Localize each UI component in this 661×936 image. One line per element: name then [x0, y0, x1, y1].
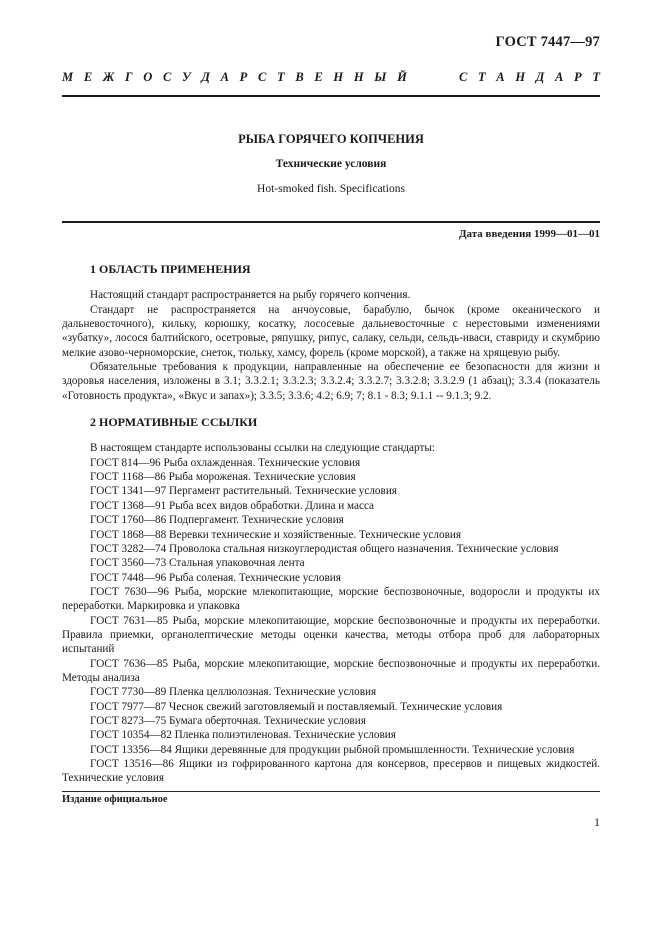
banner-letter: Д [201, 70, 210, 84]
banner-letter: Р [239, 70, 248, 84]
section-1-paragraph: Обязательные требования к продукции, направленные на обеспечение ее безопасности для жизни и здоровья населения, изложены в 3.1; 3.3.2.1; 3.3.2.3; 3.3.2.4; 3.3.2.7; 3.3.2.8; 3.3.2.9 (1 абзац); 3.3.4 (показатель «Готовность продукта», «Вкус и запах»); 3.3.5; 3.3.6; 4.2; 6.9; 7; 8.1 - 8.3; 9.1.1 -- 9.1.3; 9.2. [62, 361, 600, 402]
section-2-heading: 2 НОРМАТИВНЫЕ ССЫЛКИ [90, 415, 258, 430]
banner-letter: С [458, 70, 468, 84]
reference-item: ГОСТ 13356—84 Ящики деревянные для продукции рыбной промышленности. Технические условия [90, 743, 575, 756]
reference-item: ГОСТ 1168—86 Рыба мороженая. Технические условия [90, 471, 356, 484]
banner-letter: Ж [102, 70, 115, 84]
footer-rule [62, 791, 600, 792]
reference-item: ГОСТ 13516—86 Ящики из гофрированного картона для консервов, пресервов и пищевых жидкостей. Технические условия [62, 758, 600, 785]
section-1-heading: 1 ОБЛАСТЬ ПРИМЕНЕНИЯ [90, 262, 251, 276]
reference-item: ГОСТ 7631—85 Рыба, морские млекопитающие, морские беспозвоночные и продукты их переработки. Правила приемки, органолептические методы оценки качества, методы отбора проб для лабораторных испытаний [62, 614, 600, 656]
banner-letter: Е [83, 70, 93, 84]
banner-letter [431, 70, 434, 85]
banner-letter: Т [477, 70, 486, 84]
reference-item: ГОСТ 3560—73 Стальная упаковочная лента [90, 557, 305, 570]
banner-letter: Й [397, 70, 407, 84]
banner-letter: Д [535, 70, 545, 84]
banner-letter: С [162, 70, 172, 84]
reference-item: ГОСТ 7630—96 Рыба, морские млекопитающие, морские беспозвоночные, водоросли и продукты их переработки. Маркировка и упаковка [62, 585, 600, 613]
gost-code: ГОСТ 7447—97 [495, 34, 600, 50]
document-page [62, 0, 600, 936]
reference-item: ГОСТ 3282—74 Проволока стальная низкоуглеродистая общего назначения. Технические условия [90, 542, 559, 555]
banner-letter: Р [574, 70, 582, 84]
reference-item: ГОСТ 1868—88 Веревки технические и хозяйственные. Технические условия [90, 528, 461, 541]
section-2-intro: В настоящем стандарте использованы ссылки на следующие стандарты: [90, 442, 435, 455]
reference-item: ГОСТ 8273—75 Бумага оберточная. Технические условия [90, 714, 366, 727]
banner-letter: О [143, 70, 153, 84]
document-title: РЫБА ГОРЯЧЕГО КОПЧЕНИЯ [238, 132, 424, 146]
reference-list [62, 456, 600, 786]
section-1-paragraph: Стандарт не распространяется на анчоусовые, барабулю, бычок (кроме океанического и дальневосточного), кильку, корюшку, косатку, лососевые дальневосточные с нерестовыми изменениями «зубатку», лосося балтийского, осетровые, ряпушку, рипус, салаку, сельди, сельдь-иваси, ставриду и скумбрию мелкие азово-черноморские, снеток, тюльку, хамсу, форель (кроме морской), а также на хрящевую рыбу. [62, 303, 600, 359]
banner-letter: Ы [374, 70, 387, 84]
banner-letter: М [62, 70, 74, 84]
banner-letter: Н [353, 70, 364, 84]
banner-letter: Г [125, 70, 133, 84]
page-number: 1 [594, 815, 600, 829]
reference-item: ГОСТ 1760—86 Подпергамент. Технические условия [90, 514, 344, 527]
title-rule [62, 221, 600, 223]
reference-item: ГОСТ 7636—85 Рыба, морские млекопитающие, морские беспозвоночные и продукты их переработки. Методы анализа [62, 657, 600, 684]
document-subtitle: Технические условия [275, 158, 387, 170]
banner-letter: А [554, 70, 564, 84]
banner-letter [418, 70, 421, 85]
banner-letter: В [295, 70, 304, 84]
banner-letter: Н [515, 70, 526, 84]
banner-letter: А [496, 70, 505, 84]
banner-letter: А [220, 70, 229, 84]
document-body [62, 262, 600, 786]
official-edition-label: Издание официальное [62, 794, 168, 805]
banner-letter: У [182, 70, 191, 84]
banner-letter: Н [333, 70, 344, 84]
english-title: Hot-smoked fish. Specifications [257, 183, 405, 195]
header-rule [62, 95, 600, 97]
reference-item: ГОСТ 7448—96 Рыба соленая. Технические условия [90, 571, 341, 584]
reference-item: ГОСТ 10354—82 Пленка полиэтиленовая. Технические условия [90, 729, 396, 742]
banner-letter: Е [314, 70, 323, 84]
banner-letter: Т [277, 70, 285, 84]
reference-item: ГОСТ 7730—89 Пленка целлюлозная. Технические условия [90, 686, 377, 699]
section-1-paragraph: Настоящий стандарт распространяется на рыбу горячего копчения. [90, 289, 411, 302]
reference-item: ГОСТ 1368—91 Рыба всех видов обработки. Длина и масса [90, 499, 375, 512]
banner-letter [445, 70, 448, 85]
reference-item: ГОСТ 7977—87 Чеснок свежий заготовляемый и поставляемый. Технические условия [90, 700, 503, 713]
banner-letter: С [258, 70, 267, 84]
reference-item: ГОСТ 814—96 Рыба охлажденная. Технические условия [90, 456, 361, 469]
interstate-standard-banner [62, 70, 600, 85]
intro-date: Дата введения 1999—01—01 [458, 228, 600, 240]
banner-letter: Т [592, 70, 600, 84]
reference-item: ГОСТ 1341—97 Пергамент растительный. Технические условия [90, 485, 397, 498]
